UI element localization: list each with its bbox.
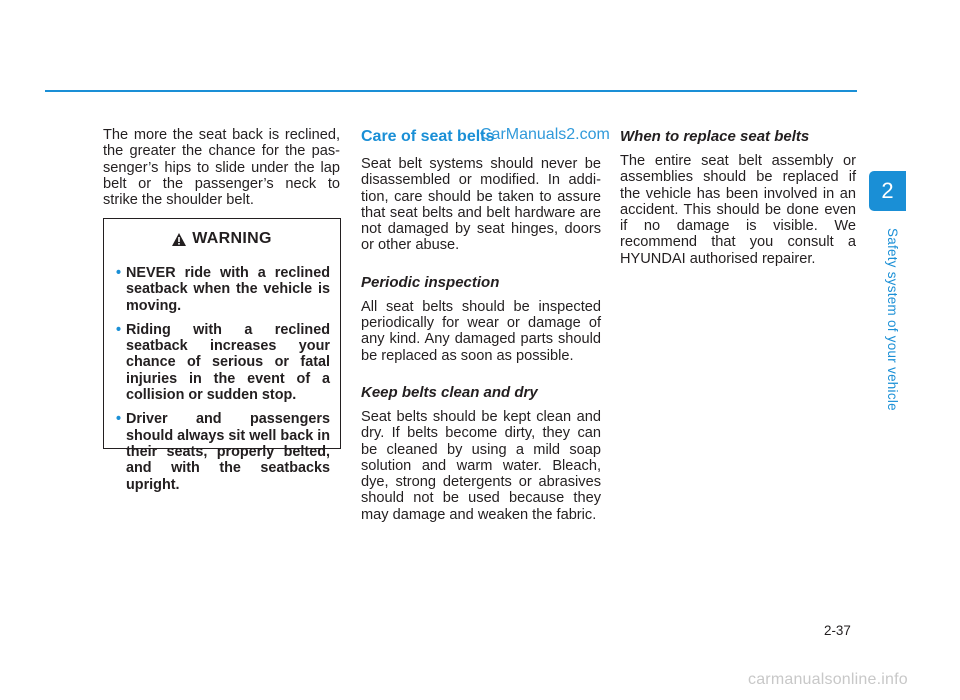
replace-heading: When to replace seat belts bbox=[620, 128, 810, 145]
periodic-heading: Periodic inspection bbox=[361, 273, 500, 291]
warning-item: • Riding with a reclined seatback increases your chance of serious or fatal injuries in the event of a collision or sudden stop. bbox=[116, 321, 330, 404]
chapter-title: Safety system of your vehicle bbox=[885, 228, 900, 411]
section-heading: Care of seat belts CarManuals2.com bbox=[361, 126, 610, 145]
periodic-paragraph: All seat belts should be inspected periodically for wear or damage of any kind. Any damaged parts should be replaced as soon as possible. bbox=[361, 298, 601, 364]
replace-paragraph: The entire seat belt assembly or assemblies should be replaced if the vehicle has been involved in an accident. This should be done even if no damage is visible. We recommend that you consult a HYUNDAI authorised repairer. bbox=[620, 153, 856, 267]
warning-item: • Driver and passengers should always sit well back in their seats, properly belted, and with the seatbacks upright. bbox=[116, 411, 330, 493]
bullet-icon: • bbox=[116, 321, 122, 338]
clean-heading: Keep belts clean and dry bbox=[361, 383, 538, 401]
warning-title: WARNING bbox=[192, 230, 272, 247]
warning-list bbox=[104, 265, 340, 493]
footer-url: carmanualsonline.info bbox=[748, 671, 908, 688]
warning-item: • NEVER ride with a reclined seatback when the vehicle is moving. bbox=[116, 265, 330, 314]
warning-header bbox=[104, 219, 340, 259]
column-3 bbox=[620, 127, 856, 267]
top-rule bbox=[45, 90, 857, 92]
warning-triangle-icon bbox=[172, 233, 186, 246]
intro-paragraph: The more the seat back is reclined, the greater the chance for the passenger’s hips to slide under the lap belt or the passenger’s neck to strike the shoulder belt. bbox=[103, 127, 340, 209]
care-paragraph: Seat belt systems should never be disassembled or modified. In addition, care should be taken to assure that seat belts and belt hardware are not damaged by seat hinges, doors or other abuse. bbox=[361, 156, 601, 254]
column-1 bbox=[103, 127, 340, 208]
bullet-icon: • bbox=[116, 265, 122, 281]
column-2 bbox=[361, 126, 610, 523]
watermark: CarManuals2.com bbox=[480, 126, 610, 143]
clean-paragraph: Seat belts should be kept clean and dry. If belts become dirty, they can be cleaned by using a mild soap solution and warm water. Bleach, dye, strong detergents or abrasives should not be used because they may damage and weaken the fabric. bbox=[361, 408, 601, 523]
warning-box bbox=[103, 218, 341, 493]
page-number: 2-37 bbox=[824, 623, 851, 638]
chapter-tab: 2 bbox=[869, 171, 906, 211]
bullet-icon: • bbox=[116, 411, 122, 428]
